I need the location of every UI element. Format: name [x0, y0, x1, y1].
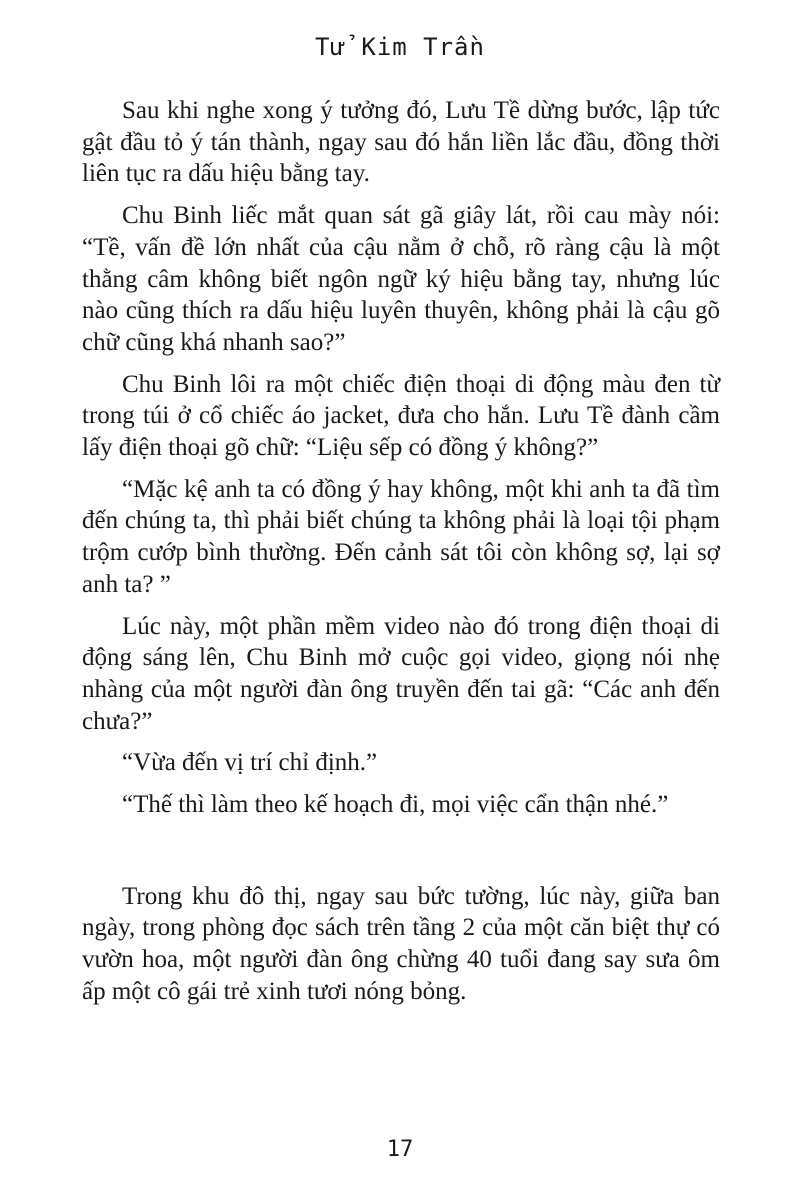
page-body [82, 95, 720, 1018]
running-header-title: Tử Kim Trần [315, 33, 485, 61]
paragraph: “Vừa đến vị trí chỉ định.” [122, 749, 378, 777]
page-number: 17 [386, 1137, 414, 1162]
paragraph: “Mặc kệ anh ta có đồng ý hay không, một khi anh ta đã tìm đến chúng ta, thì phải biết chúng ta không phải là loại tội phạm trộm cướp bình thường. Đến cảnh sát tôi còn không sợ, lại sợ anh ta? ” [82, 475, 720, 598]
section-start-paragraph: Trong khu đô thị, ngay sau bức tường, lúc này, giữa ban ngày, trong phòng đọc sách trên tầng 2 của một căn biệt thự có vườn hoa, một người đàn ông chừng 40 tuổi đang say sưa ôm ấp một cô gái trẻ xinh tươi nóng bỏng. [82, 882, 720, 1005]
paragraph: Lúc này, một phần mềm video nào đó trong điện thoại di động sáng lên, Chu Binh mở cuộc gọi video, giọng nói nhẹ nhàng của một người đàn ông truyền đến tai gã: “Các anh đến chưa?” [82, 612, 720, 735]
paragraph: Sau khi nghe xong ý tưởng đó, Lưu Tề dừng bước, lập tức gật đầu tỏ ý tán thành, ngay sau đó hắn liền lắc đầu, đồng thời liên tục ra dấu hiệu bằng tay. [82, 97, 720, 188]
paragraph: Chu Binh liếc mắt quan sát gã giây lát, rồi cau mày nói: “Tề, vấn đề lớn nhất của cậu nằm ở chỗ, rõ ràng cậu là một thằng câm không biết ngôn ngữ ký hiệu bằng tay, nhưng lúc nào cũng thích ra dấu hiệu luyên thuyên, không phải là cậu gõ chữ cũng khá nhanh sao?” [82, 202, 720, 356]
paragraph: “Thế thì làm theo kế hoạch đi, mọi việc cẩn thận nhé.” [122, 791, 669, 819]
paragraph: Chu Binh lôi ra một chiếc điện thoại di động màu đen từ trong túi ở cổ chiếc áo jacket, đưa cho hắn. Lưu Tề đành cầm lấy điện thoại gõ chữ: “Liệu sếp có đồng ý không?” [82, 370, 720, 462]
